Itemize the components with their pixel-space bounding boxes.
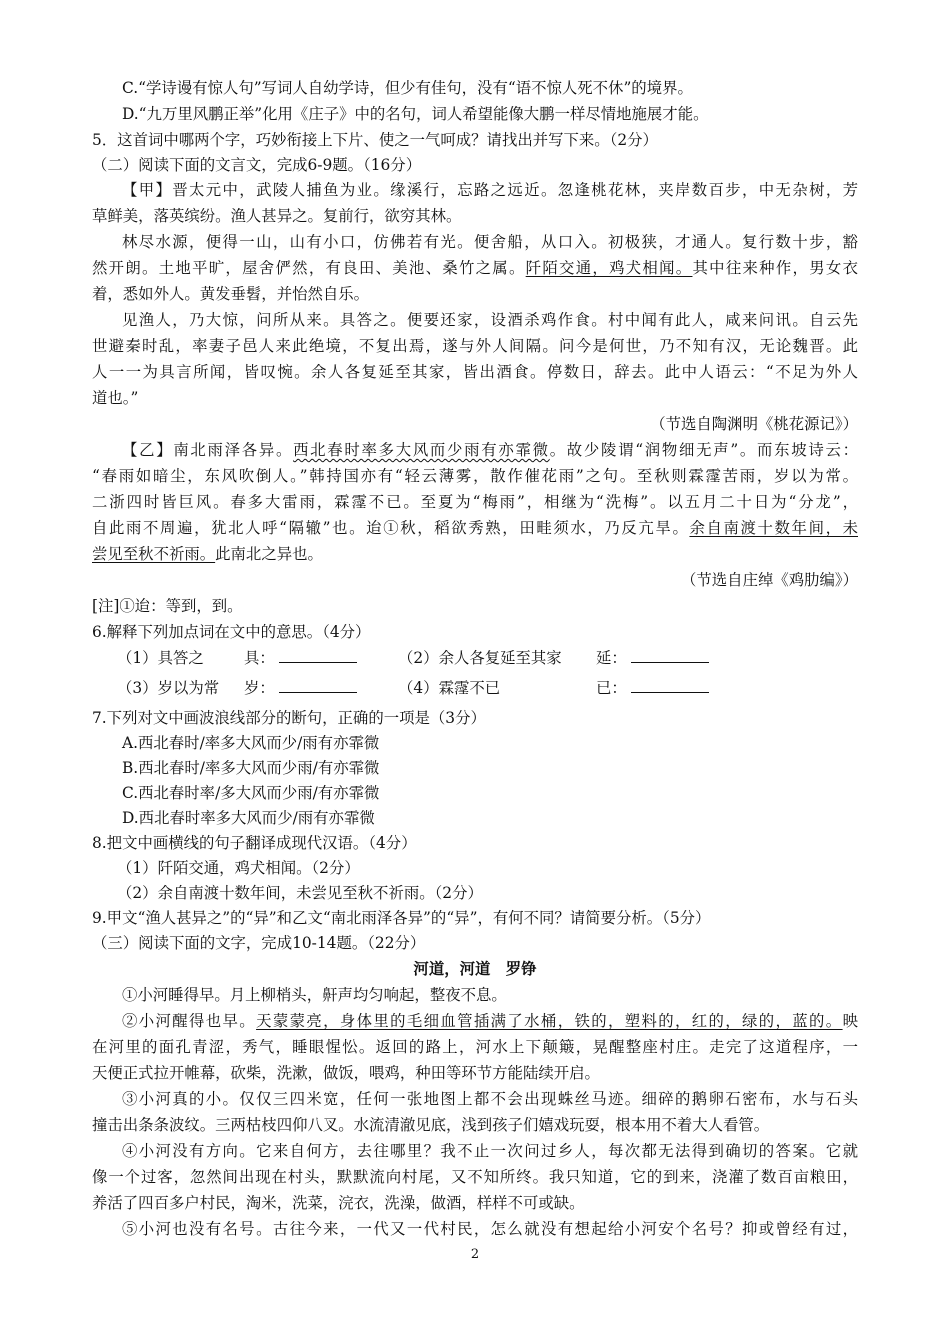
q7-option-c[interactable]: C.西北春时率/多大风而少雨/有亦霏微 <box>122 784 380 802</box>
q6-item-3-answer[interactable]: 岁： <box>244 675 357 701</box>
question-9: 9.甲文“渔人甚异之”的“异”和乙文“南北雨泽各异”的“异”，有何不同？请简要分析。（5分） <box>92 909 711 927</box>
question-7: 7.下列对文中画波浪线部分的断句，正确的一项是（3分） <box>92 709 486 727</box>
source-citation: （节选自陶渊明《桃花源记》） <box>650 415 858 433</box>
q6-item-1: （1）具答之 <box>117 649 204 667</box>
underlined-sentence: 余自南渡十数年间，未 <box>689 519 858 537</box>
passage-jia-line: 草鲜美，落英缤纷。渔人甚异之。复前行，欲穷其林。 <box>92 207 462 225</box>
underlined-sentence: 阡陌交通，鸡犬相闻。 <box>525 259 693 277</box>
answer-blank <box>631 648 709 663</box>
passage-jia-line: 道也。” <box>92 389 139 407</box>
q6-item-2: （2）余人各复延至其家 <box>398 649 562 667</box>
wavy-underlined-sentence: 西北春时率多大风而少雨有亦霏微 <box>293 441 550 459</box>
article-paragraph-line: ②小河醒得也早。天蒙蒙亮，身体里的毛细血管插满了水桶，铁的，塑料的，红的，绿的，蓝的。映 <box>122 1012 858 1030</box>
article-paragraph-line: ①小河睡得早。月上柳梢头，鼾声均匀响起，整夜不息。 <box>122 986 507 1004</box>
passage-yi-line: 自此雨不周遍，犹北人呼“隔辙”也。迨①秋，稻欲秀熟，田畦须水，乃反亢旱。余自南渡十数年间，未 <box>92 519 858 537</box>
passage-yi-line: 【乙】南北雨泽各异。西北春时率多大风而少雨有亦霏微。故少陵谓“润物细无声”。而东坡诗云： <box>122 441 858 459</box>
q8-item-2: （2）余自南渡十数年间，未尝见至秋不祈雨。（2分） <box>117 884 483 902</box>
answer-blank <box>279 648 357 663</box>
section-2-heading: （二）阅读下面的文言文，完成6-9题。（16分） <box>92 156 422 174</box>
article-paragraph-line: ⑤小河也没有名号。古往今来，一代又一代村民，怎么就没有想起给小河安个名号？抑或曾经有过， <box>122 1220 858 1238</box>
passage-jia-line: 见渔人，乃大惊，问所从来。具答之。便要还家，设酒杀鸡作食。村中闻有此人，咸来问讯。自云先 <box>122 311 858 329</box>
underlined-sentence: 尝见至秋不祈雨。 <box>92 545 216 563</box>
article-title: 河道，河道 罗铮 <box>413 960 537 978</box>
passage-yi-line: 二浙四时皆巨风。春多大雷雨，霖霪不已。至夏为“梅雨”，相继为“洗梅”。以五月二十日为“分龙”， <box>92 493 858 511</box>
passage-yi-line: “春雨如暗尘，东风吹倒人。”韩持国亦有“轻云薄雾，散作催花雨”之句。至秋则霖霪苦雨，岁以为常。 <box>92 467 858 485</box>
article-paragraph-line: 在河里的面孔青涩，秀气，睡眼惺忪。返回的路上，河水上下颠簸，晃醒整座村庄。走完了这道程序，一 <box>92 1038 858 1056</box>
article-paragraph-line: ③小河真的小。仅仅三四米宽，任何一张地图上都不会出现蛛丝马迹。细碎的鹅卵石密布，水与石头 <box>122 1090 858 1108</box>
answer-blank <box>279 678 357 693</box>
question-8: 8.把文中画横线的句子翻译成现代汉语。（4分） <box>92 834 417 852</box>
passage-jia-line: 人一一为具言所闻，皆叹惋。余人各复延至其家，皆出酒食。停数日，辞去。此中人语云：“不足为外人 <box>92 363 858 381</box>
q6-item-4: （4）霖霪不已 <box>398 679 501 697</box>
page-number: 2 <box>470 1247 480 1262</box>
option-d: D.“九万里风鹏正举”化用《庄子》中的名句，词人希望能像大鹏一样尽情地施展才能。 <box>122 105 709 123</box>
q7-option-d[interactable]: D.西北春时率多大风而少/雨有亦霏微 <box>122 809 375 827</box>
answer-blank <box>631 678 709 693</box>
passage-yi-line: 尝见至秋不祈雨。此南北之异也。 <box>92 545 323 563</box>
article-paragraph-line: ④小河没有方向。它来自何方，去往哪里？我不止一次问过乡人，每次都无法得到确切的答案。它就 <box>122 1142 858 1160</box>
underlined-sentence: 天蒙蒙亮，身体里的毛细血管插满了水桶，铁的，塑料的，红的，绿的，蓝的。 <box>256 1012 843 1030</box>
article-paragraph-line: 像一个过客，忽然间出现在村头，默默流向村尾，又不知所终。我只知道，它的到来，浇灌了数百亩粮田， <box>92 1168 858 1186</box>
article-paragraph-line: 天便正式拉开帷幕，砍柴，洗漱，做饭，喂鸡，种田等环节方能陆续开启。 <box>92 1064 600 1082</box>
article-paragraph-line: 撞击出条条波纹。三两枯枝四仰八叉。水流清澈见底，浅到孩子们嬉戏玩耍，根本用不着大人看管。 <box>92 1116 770 1134</box>
passage-jia-line: 世避秦时乱，率妻子邑人来此绝境，不复出焉，遂与外人间隔。问今是何世，乃不知有汉，无论魏晋。此 <box>92 337 858 355</box>
option-c: C.“学诗谩有惊人句”写词人自幼学诗，但少有佳句，没有“语不惊人死不休”的境界。 <box>122 79 693 97</box>
q8-item-1: （1）阡陌交通，鸡犬相闻。（2分） <box>117 859 360 877</box>
question-6: 6.解释下列加点词在文中的意思。（4分） <box>92 623 371 641</box>
passage-jia-line: 【甲】晋太元中，武陵人捕鱼为业。缘溪行，忘路之远近。忽逢桃花林，夹岸数百步，中无杂树，芳 <box>122 181 858 199</box>
source-citation: （节选自庄绰《鸡肋编》） <box>681 571 858 589</box>
q7-option-a[interactable]: A.西北春时/率多大风而少/雨有亦霏微 <box>122 734 380 752</box>
q6-item-1-answer[interactable]: 具： <box>244 645 357 671</box>
passage-jia-line: 着，悉如外人。黄发垂髫，并怡然自乐。 <box>92 285 370 303</box>
section-3-heading: （三）阅读下面的文字，完成10-14题。（22分） <box>92 934 426 952</box>
passage-jia-line: 然开朗。土地平旷，屋舍俨然，有良田、美池、桑竹之属。阡陌交通，鸡犬相闻。其中往来种作，男女衣 <box>92 259 858 277</box>
annotation-note: [注]①迨：等到，到。 <box>92 597 243 615</box>
question-5: 5．这首词中哪两个字，巧妙衔接上下片、使之一气呵成？请找出并写下来。（2分） <box>92 131 658 149</box>
article-paragraph-line: 养活了四百多户村民，淘米，洗菜，浣衣，洗澡，做酒，样样不可或缺。 <box>92 1194 585 1212</box>
q7-option-b[interactable]: B.西北春时/率多大风而少雨/有亦霏微 <box>122 759 380 777</box>
passage-jia-line: 林尽水源，便得一山，山有小口，仿佛若有光。便舍船，从口入。初极狭，才通人。复行数十步，豁 <box>122 233 858 251</box>
q6-item-2-answer[interactable]: 延： <box>596 645 709 671</box>
q6-item-3: （3）岁以为常 <box>117 679 220 697</box>
q6-item-4-answer[interactable]: 已： <box>596 675 709 701</box>
